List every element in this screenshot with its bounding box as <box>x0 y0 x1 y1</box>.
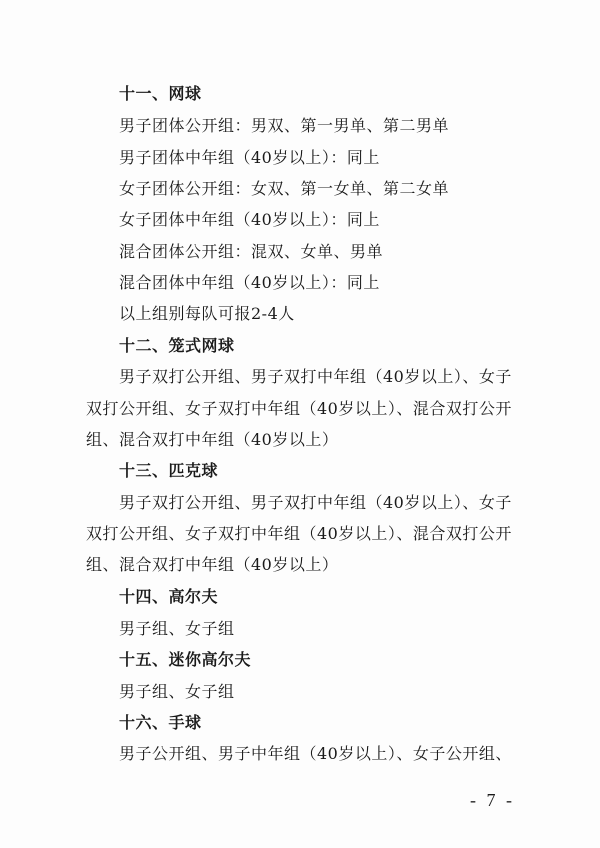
pickleball-line-3: 组、混合双打中年组（40岁以上） <box>86 555 339 574</box>
tennis-line-3: 女子团体公开组：女双、第一女单、第二女单 <box>119 179 450 198</box>
cage-tennis-line-1: 男子双打公开组、男子双打中年组（40岁以上）、女子 <box>119 367 512 386</box>
tennis-line-7: 以上组别每队可报2-4人 <box>119 304 295 323</box>
cage-tennis-line-3: 组、混合双打中年组（40岁以上） <box>86 430 339 449</box>
pickleball-line-2: 双打公开组、女子双打中年组（40岁以上）、混合双打公开 <box>86 524 512 543</box>
tennis-line-4: 女子团体中年组（40岁以上）：同上 <box>119 210 380 229</box>
section-heading-tennis: 十一、网球 <box>119 84 202 103</box>
section-heading-golf: 十四、高尔夫 <box>119 587 219 606</box>
golf-line-1: 男子组、女子组 <box>119 619 235 638</box>
tennis-line-1: 男子团体公开组：男双、第一男单、第二男单 <box>119 116 450 135</box>
section-heading-cage-tennis: 十二、笼式网球 <box>119 336 235 355</box>
handball-line-1: 男子公开组、男子中年组（40岁以上）、女子公开组、 <box>119 744 512 763</box>
tennis-line-6: 混合团体中年组（40岁以上）：同上 <box>119 273 380 292</box>
section-heading-mini-golf: 十五、迷你高尔夫 <box>119 650 252 669</box>
section-heading-pickleball: 十三、匹克球 <box>119 461 219 480</box>
page-number: - 7 - <box>470 790 515 810</box>
tennis-line-5: 混合团体公开组：混双、女单、男单 <box>119 242 384 261</box>
pickleball-line-1: 男子双打公开组、男子双打中年组（40岁以上）、女子 <box>119 493 512 512</box>
tennis-line-2: 男子团体中年组（40岁以上）：同上 <box>119 148 380 167</box>
mini-golf-line-1: 男子组、女子组 <box>119 682 235 701</box>
cage-tennis-line-2: 双打公开组、女子双打中年组（40岁以上）、混合双打公开 <box>86 399 512 418</box>
section-heading-handball: 十六、手球 <box>119 713 202 732</box>
